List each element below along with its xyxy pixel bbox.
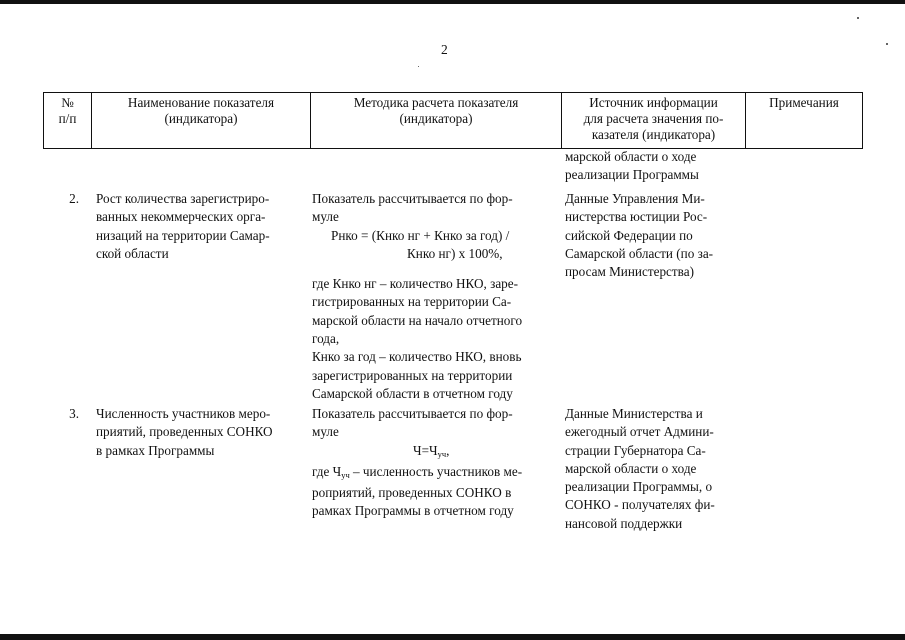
text-line: низаций на территории Самар- bbox=[96, 227, 270, 243]
text-line: в рамках Программы bbox=[96, 442, 215, 458]
row-number: 3. bbox=[69, 406, 79, 421]
text-line: ванных некоммерческих орга- bbox=[96, 209, 266, 225]
formula-line: Кнко нг) х 100%, bbox=[407, 245, 503, 261]
text-line: реализации Программы, о bbox=[565, 479, 713, 495]
text-line: Показатель рассчитывается по фор- bbox=[312, 406, 513, 421]
table-border-right bbox=[862, 92, 863, 149]
formula-line bbox=[312, 442, 559, 463]
row-number: 2. bbox=[69, 191, 79, 206]
text-line: приятий, проведенных СОНКО bbox=[96, 424, 273, 440]
carryover-source-text bbox=[565, 148, 745, 185]
header-cell-method bbox=[311, 92, 561, 148]
information-source bbox=[565, 190, 745, 281]
text-line: роприятий, проведенных СОНКО в bbox=[312, 485, 512, 501]
table-header bbox=[43, 92, 863, 150]
text-line: ежегодный отчет Админи- bbox=[565, 424, 714, 440]
calculation-method bbox=[312, 190, 559, 403]
formula-text: , bbox=[446, 442, 450, 458]
text-line: Данные Министерства и bbox=[565, 406, 703, 421]
formula-subscript: уч bbox=[437, 448, 447, 459]
text-span: – численность участников ме- bbox=[349, 463, 523, 479]
indicator-name bbox=[96, 190, 307, 263]
header-line: Источник информации bbox=[589, 95, 718, 110]
header-cell-source bbox=[562, 92, 745, 148]
formula-text: Ч=Ч bbox=[413, 442, 438, 458]
header-line: для расчета значения по- bbox=[583, 111, 724, 126]
text-line: марской области на начало отчетного bbox=[312, 312, 523, 328]
text-line: Самарской области в отчетном году bbox=[312, 385, 513, 401]
text-line: Численность участников меро- bbox=[96, 406, 271, 421]
text-span: где Ч bbox=[312, 463, 342, 479]
header-cell-number bbox=[44, 92, 91, 148]
header-line: Методика расчета показателя bbox=[353, 95, 519, 110]
text-line: сийской Федерации по bbox=[565, 227, 693, 243]
text-line: зарегистрированных на территории bbox=[312, 367, 513, 383]
text-line bbox=[312, 463, 559, 484]
text-line: муле bbox=[312, 424, 339, 440]
header-line: п/п bbox=[58, 111, 77, 126]
header-line: (индикатора) bbox=[399, 111, 473, 126]
indicator-name bbox=[96, 405, 307, 460]
text-line: рамках Программы в отчетном году bbox=[312, 503, 514, 519]
calculation-method bbox=[312, 405, 559, 521]
scan-top-border bbox=[0, 0, 905, 4]
text-line: марской области о ходе bbox=[565, 460, 697, 476]
text-line: Рост количества зарегистриро- bbox=[96, 191, 270, 206]
header-line: Примечания bbox=[769, 95, 839, 110]
text-line: СОНКО - получателях фи- bbox=[565, 497, 715, 513]
text-line: Данные Управления Ми- bbox=[565, 191, 705, 206]
header-cell-notes bbox=[746, 92, 862, 148]
header-line: Наименование показателя bbox=[127, 95, 275, 110]
text-line: реализации Программы bbox=[565, 167, 699, 183]
text-line: где Кнко нг – количество НКО, заре- bbox=[312, 276, 519, 292]
text-line: нистерства юстиции Рос- bbox=[565, 209, 708, 225]
formula-line: Рнко = (Кнко нг + Кнко за год) / bbox=[331, 227, 510, 243]
information-source bbox=[565, 405, 745, 533]
text-line: марской области о ходе bbox=[565, 149, 697, 164]
text-line: нансовой поддержки bbox=[565, 515, 683, 531]
scan-speck bbox=[886, 43, 888, 45]
header-cell-name bbox=[92, 92, 310, 148]
text-line: страции Губернатора Са- bbox=[565, 442, 706, 458]
text-line: года, bbox=[312, 331, 340, 347]
scan-speck bbox=[418, 66, 419, 67]
header-line: (индикатора) bbox=[164, 111, 238, 126]
scan-speck bbox=[857, 17, 859, 19]
text-line: Кнко за год – количество НКО, вновь bbox=[312, 349, 522, 365]
header-line: № bbox=[61, 95, 74, 110]
text-line: просам Министерства) bbox=[565, 264, 694, 280]
text-line: муле bbox=[312, 209, 339, 225]
header-line: казателя (индикатора) bbox=[591, 127, 716, 142]
text-subscript: уч bbox=[341, 469, 350, 480]
page-number: 2 bbox=[441, 42, 448, 57]
text-line: гистрированных на территории Са- bbox=[312, 294, 512, 310]
scan-bottom-border bbox=[0, 634, 905, 640]
text-line: ской области bbox=[96, 245, 169, 261]
text-line: Показатель рассчитывается по фор- bbox=[312, 191, 513, 206]
text-line: Самарской области (по за- bbox=[565, 245, 714, 261]
